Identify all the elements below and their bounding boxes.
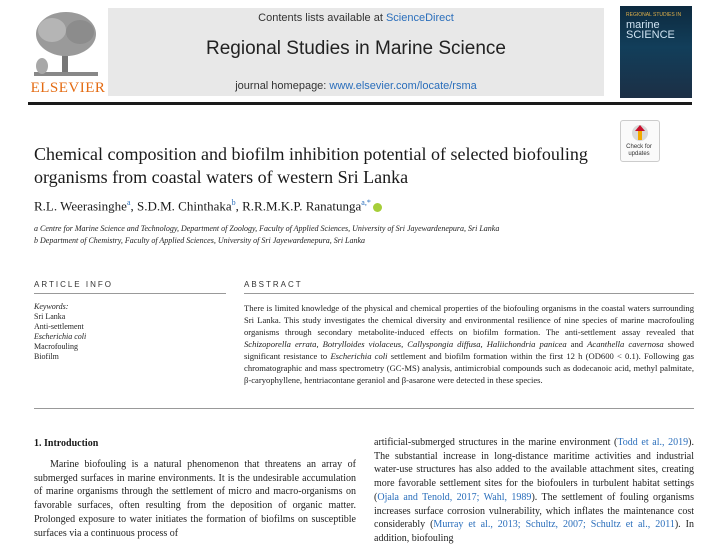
keyword: Biofilm bbox=[34, 352, 59, 361]
affiliation-b: b Department of Chemistry, Faculty of Applied Sciences, University of Sri Jayewardenepura, Sri Lanka bbox=[34, 236, 366, 245]
sciencedirect-link[interactable]: ScienceDirect bbox=[385, 12, 454, 24]
affiliation-a: a Centre for Marine Science and Technology, Department of Zoology, Faculty of Applied Sciences, University of Sri Jayewardenepura, Sri Lanka bbox=[34, 224, 500, 233]
header-divider bbox=[28, 102, 692, 105]
keywords-label: Keywords: bbox=[34, 302, 69, 311]
body-text: ). In addition, biofouling bbox=[374, 519, 694, 544]
keyword: Anti-settlement bbox=[34, 322, 84, 331]
abstract-divider bbox=[244, 293, 694, 294]
introduction-heading: 1. Introduction bbox=[34, 438, 99, 449]
author-affil-marker[interactable]: a bbox=[126, 198, 131, 207]
keyword: Sri Lanka bbox=[34, 312, 66, 321]
keyword: Escherichia coli bbox=[34, 332, 87, 341]
abstract-bottom-divider bbox=[34, 408, 694, 409]
homepage-prefix: journal homepage: bbox=[235, 80, 330, 92]
abstract-part: settlement and biofilm formation within the first 12 h (OD600 < 0.1). Following gas chromatographic and mass spectrometry (GC-MS) analysis, antimicrobial compounds such as dodecanoic acid, methyl palmitate, β-caryophyllene, hentriacontane geraniol and β-asarone were detected in these species. bbox=[244, 351, 694, 385]
body-text: ). The substantial increase in long-distance maritime activities and industrial water-use structures has also added to the available attachment sites, creating more favorable settlement sites for the biofoulers in turbulent habitat settings ( bbox=[374, 437, 694, 503]
author-name[interactable]: R.R.M.K.P. Ranatunga bbox=[242, 198, 362, 214]
elsevier-wordmark: ELSEVIER bbox=[30, 80, 106, 96]
abstract-part: showed significant resistance to bbox=[244, 339, 694, 361]
body-text: artificial-submerged structures in the marine environment ( bbox=[374, 437, 618, 448]
orcid-icon[interactable] bbox=[373, 203, 382, 212]
abstract-text bbox=[244, 302, 694, 386]
author-name[interactable]: R.L. Weerasinghe bbox=[34, 198, 127, 214]
keywords-block bbox=[34, 302, 224, 362]
journal-homepage bbox=[108, 80, 604, 92]
body-paragraph: Marine biofouling is a natural phenomenon that threatens an array of submerged surfaces in marine environments. It is the undesirable accumulation of marine organisms through the settlement of micro and macro-organisms on favorable surfaces, often resulting from the deposition of organic matter. Prolonged exposure to water initiates the formation of biofilms on susceptible surfaces via a continuous process of bbox=[34, 459, 356, 539]
info-divider bbox=[34, 293, 226, 294]
homepage-link[interactable]: www.elsevier.com/locate/rsma bbox=[329, 80, 477, 92]
crossmark-icon bbox=[621, 121, 659, 145]
cover-title: marine SCIENCE bbox=[626, 19, 675, 41]
author-list: R.L. Weerasinghe$^a$, S.D.M. Chinthaka$^b$, R.R.M.K.P. Ranatunga$^{a,*}$ bbox=[34, 198, 594, 214]
citation-link[interactable]: Todd et al., 2019 bbox=[617, 437, 689, 448]
citation-link[interactable]: Murray et al., 2013; Schultz, 2007; Schultz et al., 2011 bbox=[433, 519, 675, 531]
check-for-updates-label: Check for updates bbox=[626, 144, 652, 157]
abstract-heading: ABSTRACT bbox=[244, 280, 303, 289]
contents-prefix: Contents lists available at bbox=[258, 12, 386, 24]
author-affil-marker[interactable]: b bbox=[231, 198, 236, 207]
abstract-species: Schizoporella errata, Botrylloides violaceus, Callyspongia diffusa, Haliichondria panicea bbox=[244, 339, 567, 349]
body-column-left bbox=[34, 458, 356, 540]
abstract-part: and bbox=[566, 339, 588, 349]
abstract-part: There is limited knowledge of the physical and chemical properties of the biofouling organisms in the coastal waters surrounding Sri Lanka. This study investigates the chemical diversity and environmental resilience of nine species of marine macrofouling organisms through secondary metabolite-induced effects on biofilm formation. The anti-settlement assay revealed that bbox=[244, 303, 694, 337]
abstract-species: Acanthella cavernosa bbox=[587, 339, 664, 349]
author-name[interactable]: S.D.M. Chinthaka bbox=[137, 198, 232, 214]
keyword: Macrofouling bbox=[34, 342, 78, 351]
citation-link[interactable]: Ojala and Tenold, 2017; Wahl, 1989 bbox=[377, 491, 532, 503]
body-text: ). The settlement of fouling organisms increases surface corrosion vulnerability, which inflates the maintenance cost considerably ( bbox=[374, 491, 694, 531]
article-info-heading: ARTICLE INFO bbox=[34, 280, 113, 289]
author-affil-marker[interactable]: a,* bbox=[361, 198, 371, 207]
cover-series-label: REGIONAL STUDIES IN bbox=[626, 12, 682, 18]
article-title: Chemical composition and biofilm inhibition potential of selected biofouling organisms from coastal waters of western Sri Lanka bbox=[34, 144, 588, 187]
body-column-right bbox=[374, 436, 694, 546]
contents-availability bbox=[108, 12, 604, 24]
journal-title: Regional Studies in Marine Science bbox=[206, 38, 506, 59]
abstract-species: Escherichia coli bbox=[330, 351, 388, 361]
